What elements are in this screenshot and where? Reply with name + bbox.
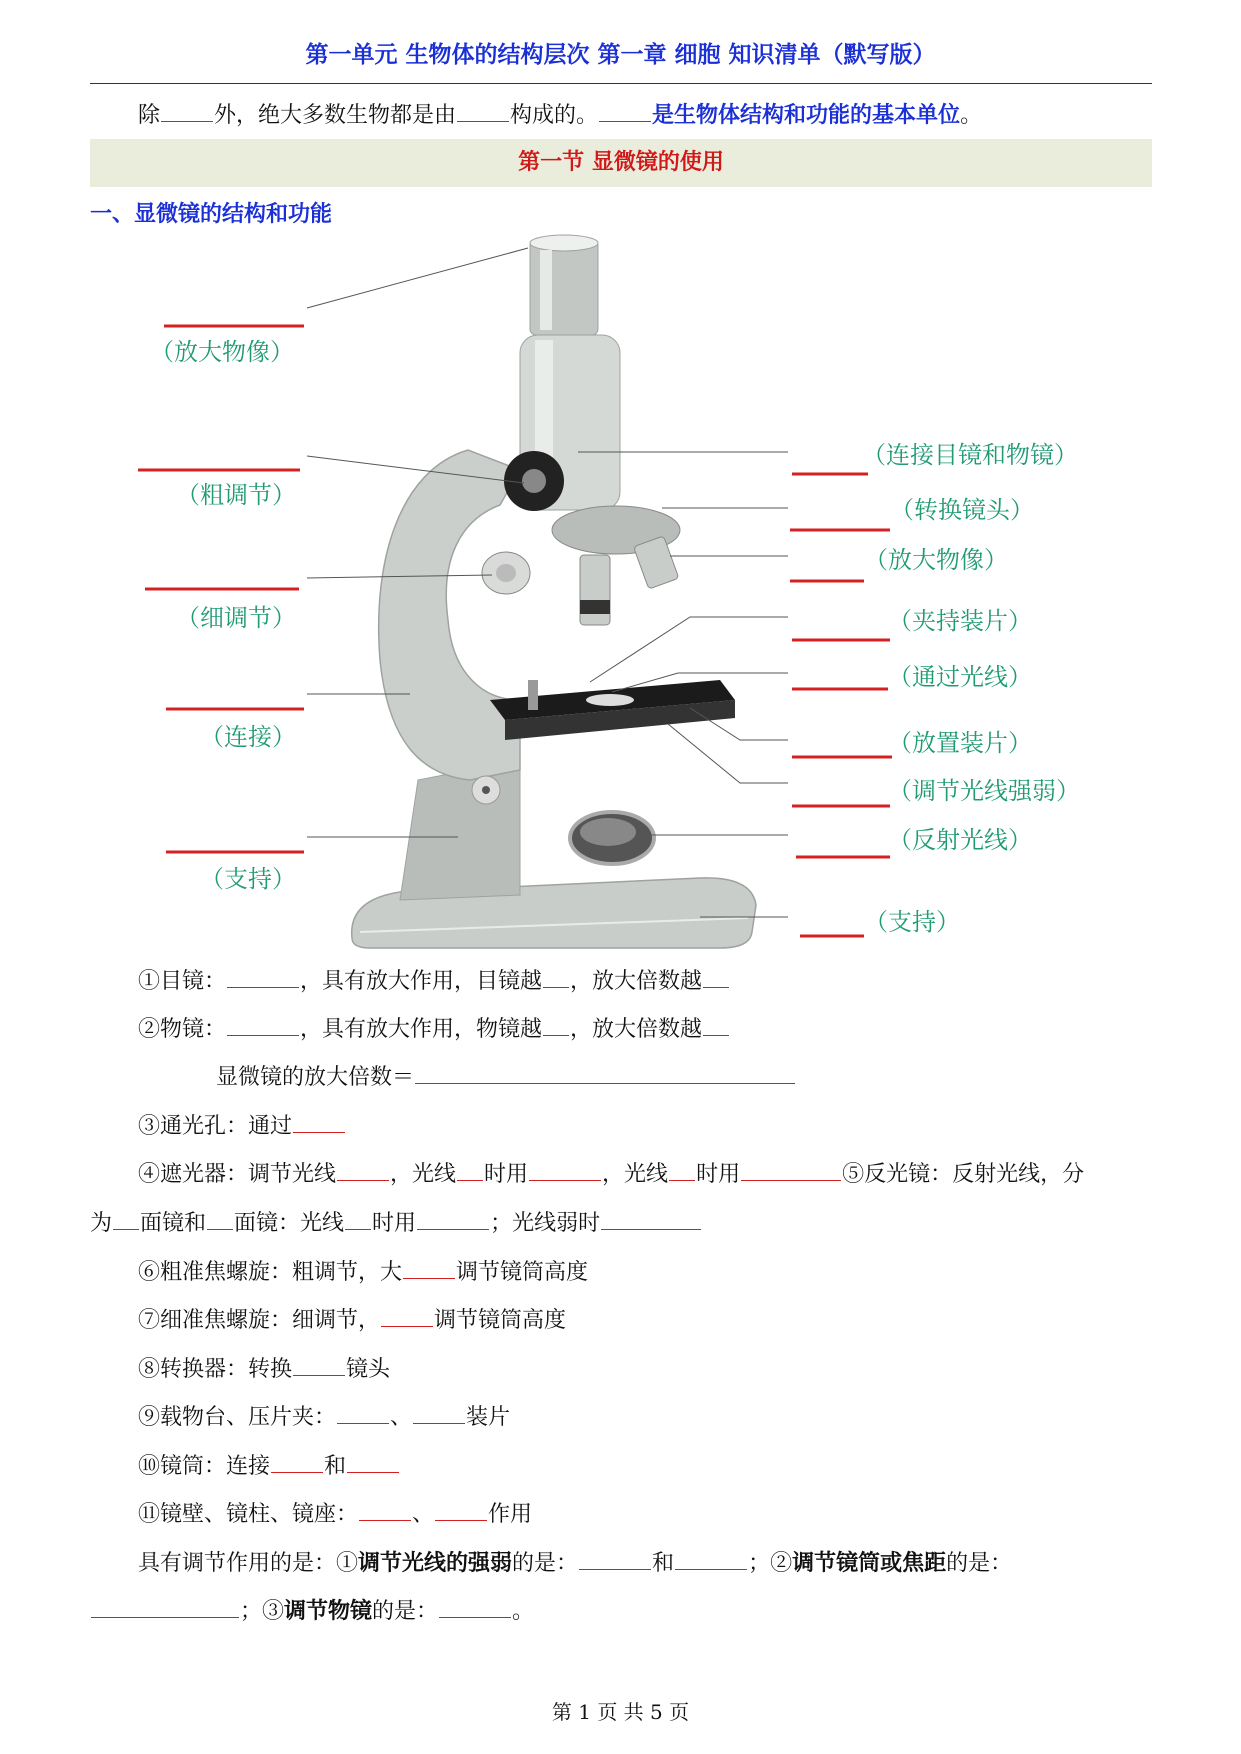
fill-blank[interactable] — [91, 1594, 239, 1618]
label-stage-function: （放置装片） — [888, 729, 1032, 757]
item-text: 时用 — [696, 1162, 741, 1188]
item-text: 面镜：光线 — [234, 1211, 345, 1237]
intro-text-5: 。 — [960, 103, 983, 129]
fill-blank[interactable] — [413, 1400, 465, 1424]
item-fine-focus — [138, 1303, 566, 1334]
item-text: 的是： — [512, 1551, 579, 1577]
label-diaphragm-function: （调节光线强弱） — [888, 777, 1080, 805]
item-mirror — [90, 1206, 702, 1237]
item-text: ；光线弱时 — [490, 1211, 601, 1237]
intro-text-2: 外，绝大多数生物都是由 — [214, 103, 457, 129]
fill-blank[interactable] — [417, 1206, 489, 1230]
fill-blank[interactable] — [227, 964, 299, 988]
label-nosepiece-function: （转换镜头） — [890, 496, 1034, 524]
item-text: ；② — [748, 1551, 793, 1577]
page-header-title: 第一单元 生物体的结构层次 第一章 细胞 知识清单（默写版） — [305, 42, 936, 68]
item-text: ，光线 — [602, 1162, 669, 1188]
item-objective — [138, 1012, 730, 1043]
fill-blank[interactable] — [435, 1497, 487, 1521]
item-coarse-focus — [138, 1255, 588, 1286]
item-text: 和 — [324, 1454, 347, 1480]
fill-blank[interactable] — [381, 1303, 433, 1327]
fill-blank[interactable] — [345, 1206, 371, 1230]
item-magnification — [216, 1060, 796, 1091]
right-blank-lines — [790, 474, 892, 936]
item-text: 调节镜筒高度 — [456, 1260, 589, 1286]
fill-blank[interactable] — [543, 1012, 569, 1036]
fill-blank[interactable] — [337, 1400, 389, 1424]
item-text: 装片 — [466, 1405, 511, 1431]
label-aperture-function: （通过光线） — [888, 663, 1032, 691]
item-text: ⑦细准焦螺旋：细调节， — [138, 1308, 381, 1334]
item-arm-pillar-base — [138, 1497, 532, 1528]
item-text: 具有调节作用的是：① — [138, 1551, 359, 1577]
item-text: ，具有放大作用，目镜越 — [300, 969, 543, 995]
section-title: 第一节 显微镜的使用 — [90, 139, 1152, 187]
fill-blank[interactable] — [675, 1546, 747, 1570]
label-mirror-function: （反射光线） — [888, 826, 1032, 854]
item-text: ③通光孔：通过 — [138, 1114, 293, 1140]
item-adjusting-parts — [138, 1546, 1012, 1577]
item-text: 作用 — [488, 1502, 533, 1528]
fill-blank[interactable] — [439, 1594, 511, 1618]
label-body-tube-function: （连接目镜和物镜） — [862, 441, 1078, 469]
item-text: ②物镜： — [138, 1017, 227, 1043]
item-text: 的是： — [372, 1599, 439, 1625]
fill-blank[interactable] — [293, 1352, 345, 1376]
label-pillar-function: （支持） — [200, 865, 296, 893]
item-key-phrase: 调节镜筒或焦距 — [792, 1550, 947, 1577]
fill-blank[interactable] — [529, 1157, 601, 1181]
fill-blank[interactable] — [337, 1157, 389, 1181]
intro-key-statement: 是生物体结构和功能的基本单位 — [652, 102, 961, 129]
item-text: ，放大倍数越 — [570, 969, 703, 995]
item-body-tube — [138, 1449, 400, 1480]
label-fine-knob-function: （细调节） — [176, 604, 296, 632]
left-blank-lines — [138, 326, 304, 852]
item-text: 显微镜的放大倍数＝ — [216, 1065, 415, 1091]
item-text: ；③ — [240, 1599, 285, 1625]
item-text: ⑥粗准焦螺旋：粗调节，大 — [138, 1260, 403, 1286]
fill-blank[interactable] — [271, 1449, 323, 1473]
label-clip-function: （夹持装片） — [888, 607, 1032, 635]
fill-blank[interactable] — [207, 1206, 233, 1230]
item-adjusting-parts-cont — [90, 1594, 534, 1625]
item-diaphragm — [138, 1157, 1084, 1188]
label-base-function: （支持） — [864, 908, 960, 936]
item-text: 。 — [512, 1599, 535, 1625]
fill-blank[interactable] — [457, 1157, 483, 1181]
subheading: 一、显微镜的结构和功能 — [90, 202, 333, 227]
fill-blank[interactable] — [227, 1012, 299, 1036]
intro-text-3: 构成的。 — [510, 103, 599, 129]
microscope-illustration — [352, 235, 756, 948]
fill-blank[interactable] — [669, 1157, 695, 1181]
item-text: 时用 — [484, 1162, 529, 1188]
item-text: ，放大倍数越 — [570, 1017, 703, 1043]
label-eyepiece-function: （放大物像） — [150, 338, 294, 366]
item-text: 镜头 — [346, 1357, 391, 1383]
fill-blank[interactable] — [543, 964, 569, 988]
item-aperture — [138, 1109, 346, 1140]
fill-blank[interactable] — [293, 1109, 345, 1133]
item-text: ⑧转换器：转换 — [138, 1357, 293, 1383]
item-stage-clip — [138, 1400, 510, 1431]
intro-text-1: 除 — [138, 103, 161, 129]
label-arm-function: （连接） — [200, 723, 296, 751]
page-footer: 第 1 页 共 5 页 — [551, 1700, 690, 1724]
fill-blank[interactable] — [741, 1157, 841, 1181]
label-coarse-knob-function: （粗调节） — [176, 481, 296, 509]
item-text: ，具有放大作用，物镜越 — [300, 1017, 543, 1043]
fill-blank[interactable] — [703, 1012, 729, 1036]
item-nosepiece — [138, 1352, 390, 1383]
item-eyepiece — [138, 964, 730, 995]
item-text: 和 — [652, 1551, 675, 1577]
item-text: 调节镜筒高度 — [434, 1308, 567, 1334]
fill-blank[interactable] — [359, 1497, 411, 1521]
item-key-phrase: 调节物镜 — [284, 1598, 373, 1625]
item-text: ，光线 — [390, 1162, 457, 1188]
item-text: 面镜和 — [140, 1211, 207, 1237]
fill-blank[interactable] — [403, 1255, 455, 1279]
item-text: ⑪镜壁、镜柱、镜座： — [138, 1502, 359, 1528]
item-text: ⑤反光镜：反射光线，分 — [842, 1162, 1085, 1188]
item-text: 为 — [90, 1211, 113, 1237]
item-text: ①目镜： — [138, 969, 227, 995]
fill-blank[interactable] — [347, 1449, 399, 1473]
fill-blank[interactable] — [601, 1206, 701, 1230]
item-text: 的是： — [946, 1551, 1013, 1577]
label-objective-function: （放大物像） — [864, 546, 1008, 574]
fill-blank[interactable] — [415, 1060, 795, 1084]
item-text: ⑩镜筒：连接 — [138, 1454, 271, 1480]
item-key-phrase: 调节光线的强弱 — [358, 1550, 513, 1577]
fill-blank[interactable] — [579, 1546, 651, 1570]
item-text: 时用 — [372, 1211, 417, 1237]
fill-blank[interactable] — [113, 1206, 139, 1230]
fill-blank[interactable] — [703, 964, 729, 988]
item-text: 、 — [390, 1405, 413, 1431]
item-text: ④遮光器：调节光线 — [138, 1162, 337, 1188]
item-text: ⑨载物台、压片夹： — [138, 1405, 337, 1431]
item-text: 、 — [412, 1502, 435, 1528]
